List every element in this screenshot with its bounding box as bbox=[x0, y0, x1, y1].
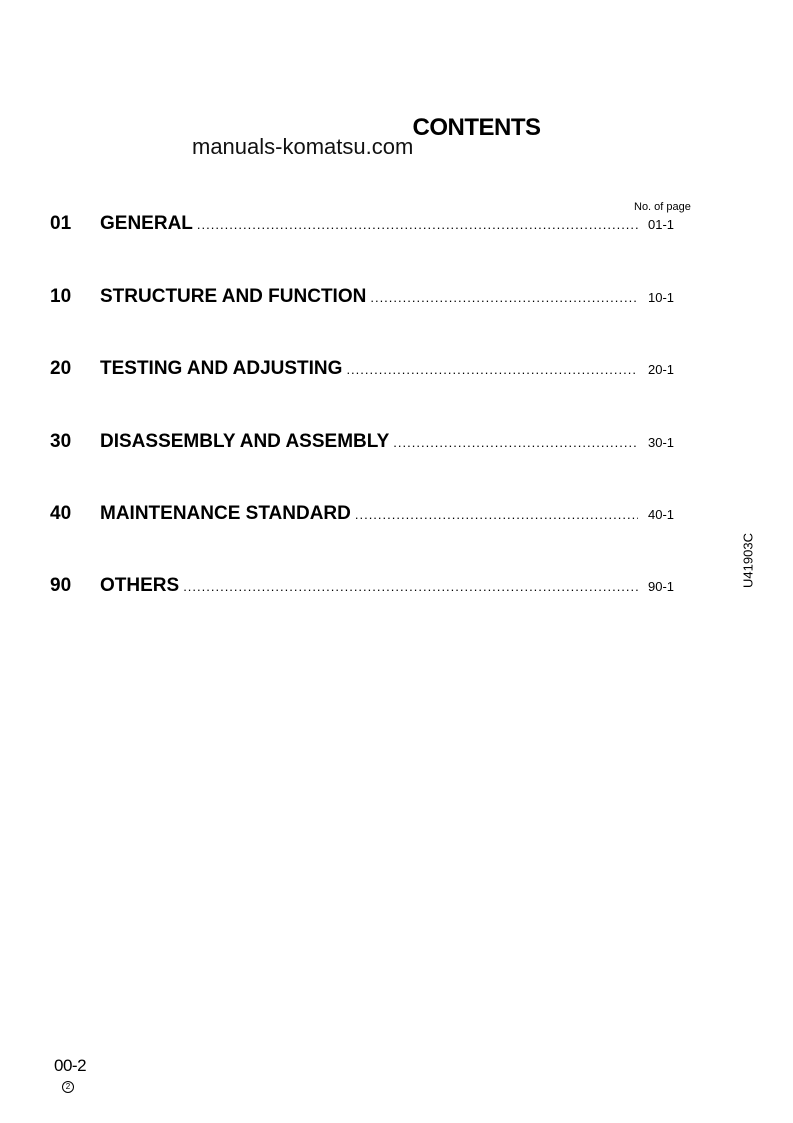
footer-page-number: 00-2 bbox=[54, 1056, 87, 1075]
entry-number: 90 bbox=[50, 575, 72, 596]
entry-page: 20-1 bbox=[648, 362, 675, 377]
toc-entry bbox=[50, 431, 690, 455]
watermark: manuals-komatsu.com bbox=[192, 134, 414, 159]
leader-dots bbox=[393, 435, 638, 450]
entry-number: 30 bbox=[50, 431, 72, 452]
toc-entry bbox=[50, 503, 690, 527]
entry-page: 40-1 bbox=[648, 507, 675, 522]
page-title: CONTENTS bbox=[412, 114, 541, 141]
toc-entry bbox=[50, 575, 690, 599]
entry-page: 10-1 bbox=[648, 290, 675, 305]
entry-label: MAINTENANCE STANDARD bbox=[100, 503, 351, 524]
toc-entry bbox=[50, 358, 690, 382]
leader-dots bbox=[346, 362, 638, 377]
entry-label: GENERAL bbox=[100, 213, 193, 234]
entry-number: 10 bbox=[50, 286, 72, 307]
entry-page: 01-1 bbox=[648, 217, 675, 232]
leader-dots bbox=[355, 507, 638, 522]
entry-page: 30-1 bbox=[648, 435, 675, 450]
toc-entry bbox=[50, 286, 690, 310]
leader-dots bbox=[197, 217, 638, 232]
entry-number: 20 bbox=[50, 358, 72, 379]
toc-entry bbox=[50, 213, 690, 237]
column-header-page-number: No. of page bbox=[634, 201, 691, 213]
entry-page: 90-1 bbox=[648, 579, 675, 594]
entry-label: DISASSEMBLY AND ASSEMBLY bbox=[100, 431, 390, 452]
leader-dots bbox=[370, 290, 638, 305]
entry-label: STRUCTURE AND FUNCTION bbox=[100, 286, 367, 307]
leader-dots bbox=[183, 579, 638, 594]
revision-mark: 2 bbox=[62, 1081, 74, 1093]
entry-number: 40 bbox=[50, 503, 72, 524]
entry-label: OTHERS bbox=[100, 575, 180, 596]
document-code: U41903C bbox=[740, 533, 756, 588]
entry-label: TESTING AND ADJUSTING bbox=[100, 358, 343, 379]
entry-number: 01 bbox=[50, 213, 72, 234]
